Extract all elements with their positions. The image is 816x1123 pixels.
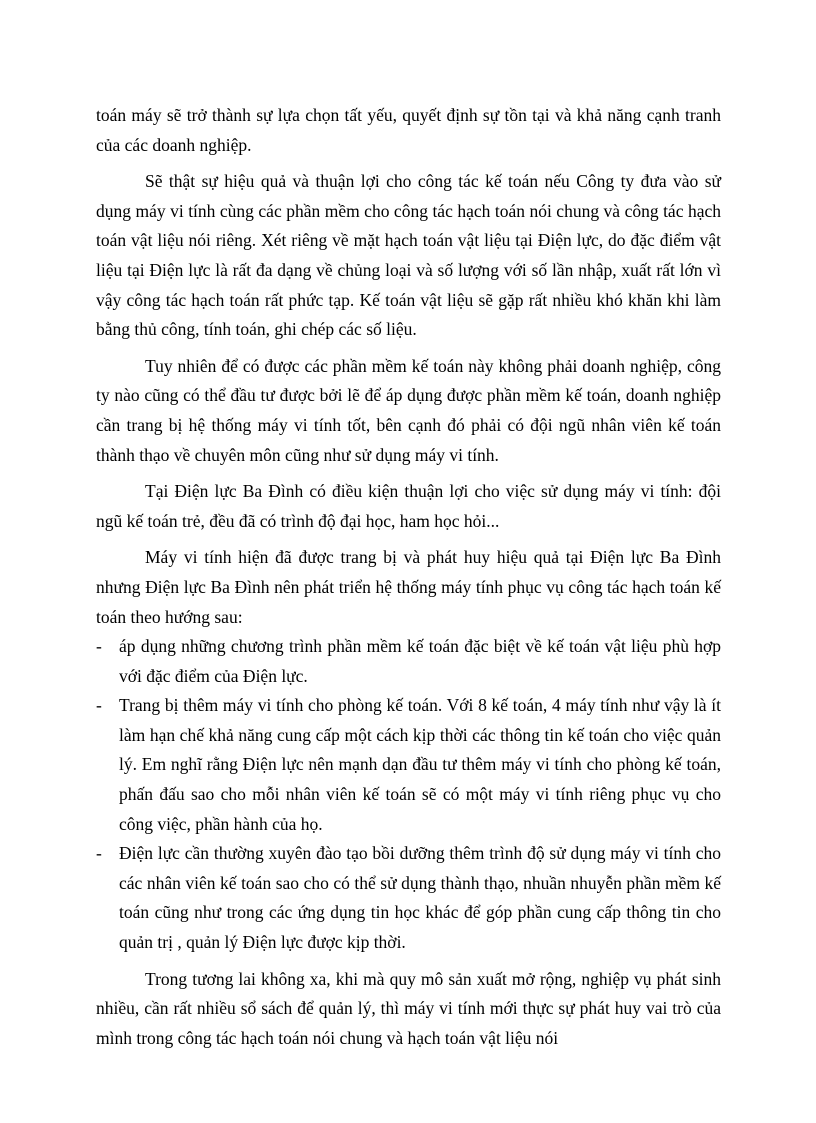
bullet-text: áp dụng những chương trình phần mềm kế toán đặc biệt về kế toán vật liệu phù hợp với đặc điểm của Điện lực. bbox=[119, 636, 721, 686]
paragraph-development-direction: Máy vi tính hiện đã được trang bị và phát huy hiệu quả tại Điện lực Ba Đình nhưng Điện lực Ba Đình nên phát triển hệ thống máy tính phục vụ công tác hạch toán kế toán theo hướng sau: bbox=[96, 547, 721, 627]
bullet-dash: - bbox=[96, 636, 102, 657]
bullet-dash: - bbox=[96, 843, 102, 864]
bullet-text: Trang bị thêm máy vi tính cho phòng kế toán. Với 8 kế toán, 4 máy tính như vậy là ít làm hạn chế khả năng cung cấp một cách kịp thời các thông tin kế toán cho việc quản lý. Em nghĩ rằng Điện lực nên mạnh dạn đầu tư thêm máy vi tính cho phòng kế toán, phấn đấu sao cho mỗi nhân viên kế toán sẽ có một máy vi tính riêng phục vụ cho công việc, phần hành của họ. bbox=[119, 695, 721, 834]
paragraph-software-cost: Tuy nhiên để có được các phần mềm kế toán này không phải doanh nghiệp, công ty nào cũng có thể đầu tư được bởi lẽ để áp dụng được phần mềm kế toán, doanh nghiệp cần trang bị hệ thống máy vi tính tốt, bên cạnh đó phải có đội ngũ nhân viên kế toán thành thạo về chuyên môn cũng như sử dụng máy vi tính. bbox=[96, 355, 721, 465]
bullet-item bbox=[96, 839, 721, 957]
document-body bbox=[96, 101, 721, 1053]
paragraph-ba-dinh-conditions: Tại Điện lực Ba Đình có điều kiện thuận lợi cho việc sử dụng máy vi tính: đội ngũ kế toán trẻ, đều đã có trình độ đại học, ham học hỏi... bbox=[96, 481, 721, 531]
bullet-text: Điện lực cần thường xuyên đào tạo bồi dưỡng thêm trình độ sử dụng máy vi tính cho các nhân viên kế toán sao cho có thể sử dụng thành thạo, nhuần nhuyễn phần mềm kế toán cũng như trong các ứng dụng tin học khác để góp phần cung cấp thông tin cho quản trị , quản lý Điện lực được kịp thời. bbox=[119, 843, 721, 953]
bullet-dash: - bbox=[96, 695, 102, 716]
bullet-item bbox=[96, 632, 721, 691]
paragraph-efficiency: Sẽ thật sự hiệu quả và thuận lợi cho công tác kế toán nếu Công ty đưa vào sử dụng máy vi tính cùng các phần mềm cho công tác hạch toán nói chung và công tác hạch toán vật liệu nói riêng. Xét riêng về mặt hạch toán vật liệu tại Điện lực, do đặc điểm vật liệu tại Điện lực là rất đa dạng về chủng loại và số lượng với số lần nhập, xuất rất lớn vì vậy công tác hạch toán rất phức tạp. Kế toán vật liệu sẽ gặp rất nhiều khó khăn khi làm bằng thủ công, tính toán, ghi chép các số liệu. bbox=[96, 171, 721, 340]
bullet-item bbox=[96, 691, 721, 839]
paragraph-future-outlook: Trong tương lai không xa, khi mà quy mô sản xuất mở rộng, nghiệp vụ phát sinh nhiều, cần rất nhiều sổ sách để quản lý, thì máy vi tính mới thực sự phát huy vai trò của mình trong công tác hạch toán nói chung và hạch toán vật liệu nói bbox=[96, 968, 721, 1048]
paragraph-continuation: toán máy sẽ trở thành sự lựa chọn tất yếu, quyết định sự tồn tại và khả năng cạnh tranh của các doanh nghiệp. bbox=[96, 105, 721, 155]
